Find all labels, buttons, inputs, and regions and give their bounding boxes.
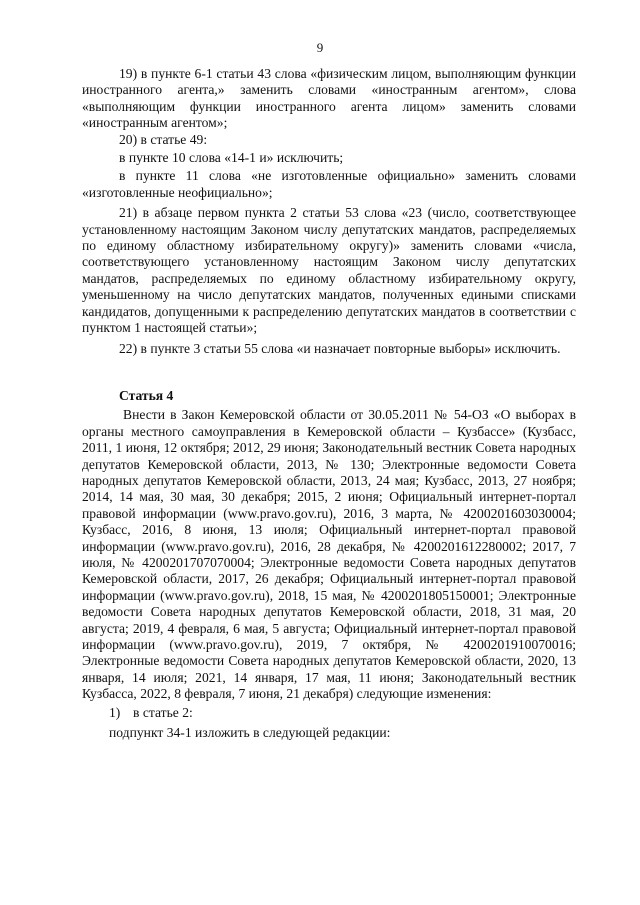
list-item-text: в статье 2:	[133, 704, 193, 720]
paragraph-item-20-point-11: в пункте 11 слова «не изготовленные официально» заменить словами «изготовленные неофициально»;	[82, 168, 576, 200]
article-heading: Статья 4	[119, 387, 174, 403]
paragraph-item-22: 22) в пункте 3 статьи 55 слова «и назначает повторные выборы» исключить.	[119, 340, 561, 356]
paragraph-item-21: 21) в абзаце первом пункта 2 статьи 53 слова «23 (число, соответствующее установленному настоящим Законом числу депутатских мандатов, распределяемых по единому областному избирательному округу)» заменить словами «числа, соответствующего установленному настоящим Законом числу депутатских мандатов, распределяемых по единому областному избирательному округу, уменьшенному на число депутатских мандатов, полученных едиными списками кандидатов, допущенными к распределению депутатских мандатов в соответствии с пунктом 1 настоящей статьи»;	[82, 205, 576, 336]
document-body	[82, 66, 576, 741]
article-body: Внести в Закон Кемеровской области от 30.05.2011 № 54-ОЗ «О выборах в органы местного самоуправления в Кемеровской области – Кузбассе» (Кузбасс, 2011, 1 июня, 12 октября; 2012, 29 июня; Законодательный вестник Совета народных депутатов Кемеровской области, 2013, № 130; Электронные ведомости Совета народных депутатов Кемеровской области, 2013, 24 мая; Кузбасс, 2013, 27 ноября; 2014, 14 мая, 30 мая, 30 декабря; 2015, 2 июня; Официальный интернет-портал правовой информации (www.pravo.gov.ru), 2016, 3 марта, № 4200201603030004; Кузбасс, 2016, 8 июня, 13 июля; Официальный интернет-портал правовой информации (www.pravo.gov.ru), 2016, 28 декабря, № 4200201612280002; 2017, 7 июля, № 4200201707070004; Электронные ведомости Совета народных депутатов Кемеровской области, 2017, 26 декабря; Официальный интернет-портал правовой информации (www.pravo.gov.ru), 2018, 15 мая, № 4200201805150001; Электронные ведомости Совета народных депутатов Кемеровской области, 2018, 31 мая, 20 августа; 2019, 4 февраля, 6 мая, 5 августа; Официальный интернет-портал правовой информации (www.pravo.gov.ru), 2019, 7 октября, № 4200201910070016; Электронные ведомости Совета народных депутатов Кемеровской области, 2020, 13 января, 14 июля; 2021, 14 января, 17 мая, 11 июня; Законодательный вестник Кузбасса, 2022, 8 февраля, 7 июня, 21 декабря) следующие изменения:	[82, 407, 576, 702]
list-item-number: 1)	[109, 704, 121, 720]
article-subitem: подпункт 34-1 изложить в следующей редакции:	[109, 725, 391, 741]
article-list-item	[82, 705, 576, 721]
page-number: 9	[316, 40, 324, 55]
paragraph-item-20-point-10: в пункте 10 слова «14-1 и» исключить;	[119, 150, 344, 166]
paragraph-item-19: 19) в пункте 6-1 статьи 43 слова «физическим лицом, выполняющим функции иностранного агента,» заменить словами «иностранным агентом», слова «выполняющим функции иностранного агента лицом» заменить словами «иностранным агентом»;	[82, 66, 576, 131]
paragraph-item-20: 20) в статье 49:	[119, 131, 208, 147]
